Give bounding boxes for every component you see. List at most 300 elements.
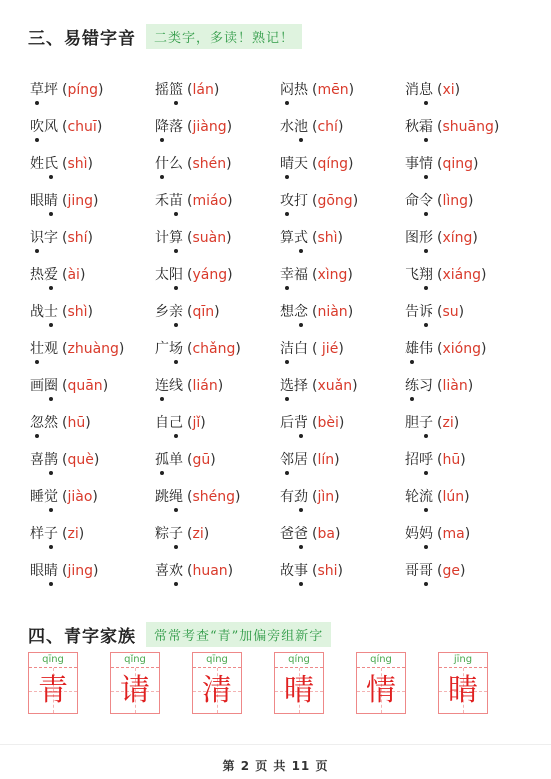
- pinyin: liàn: [442, 377, 468, 394]
- character: 晴: [284, 673, 314, 708]
- pinyin: ài: [67, 266, 80, 283]
- close-paren: ): [347, 266, 353, 283]
- emphasis-dot: [49, 545, 53, 549]
- word-text: 轮流: [405, 489, 433, 505]
- word-entry: [405, 153, 530, 173]
- open-paren: (: [187, 414, 193, 431]
- open-paren: (: [312, 451, 318, 468]
- emphasis-dot: [35, 434, 39, 438]
- pinyin: shén: [192, 155, 227, 172]
- open-paren: (: [437, 192, 443, 209]
- emphasis-dot: [424, 508, 428, 512]
- open-paren: (: [312, 562, 318, 579]
- word-entry: [30, 264, 155, 284]
- character: 睛: [448, 673, 478, 708]
- word-entry: [280, 79, 405, 99]
- word-text: 妈妈: [405, 526, 433, 542]
- word-text: 什么: [155, 156, 183, 172]
- pinyin: mēn: [317, 81, 349, 98]
- close-paren: ): [93, 451, 100, 468]
- word-row: [30, 181, 540, 218]
- close-paren: ): [227, 266, 233, 283]
- emphasis-dot: [49, 508, 53, 512]
- close-paren: ): [334, 451, 340, 468]
- word-row: [30, 218, 540, 255]
- pinyin: zi: [192, 525, 204, 542]
- close-paren: ): [93, 192, 99, 209]
- close-paren: ): [78, 525, 85, 542]
- emphasis-dot: [410, 360, 414, 364]
- pinyin: jìn: [317, 488, 335, 505]
- emphasis-dot: [49, 212, 53, 216]
- close-paren: ): [460, 451, 466, 468]
- word-text: 草坪: [30, 82, 58, 98]
- word-row: [30, 329, 540, 366]
- open-paren: (: [437, 118, 443, 135]
- emphasis-dot: [35, 360, 39, 364]
- emphasis-dot: [174, 101, 178, 105]
- word-text: 水池: [280, 119, 308, 135]
- character: 情: [366, 673, 396, 708]
- word-entry: [405, 523, 530, 543]
- pinyin: shì: [67, 155, 88, 172]
- word-text: 消息: [405, 82, 433, 98]
- close-paren: ): [347, 303, 354, 320]
- word-entry: [280, 412, 405, 432]
- section-4-header: [28, 622, 331, 647]
- pinyin: jǐ: [192, 414, 201, 431]
- character-box: [356, 652, 406, 714]
- word-entry: [405, 449, 530, 469]
- close-paren: ): [226, 155, 232, 172]
- pinyin: qing: [442, 155, 474, 172]
- word-text: 练习: [405, 378, 433, 394]
- pinyin: quān: [67, 377, 103, 394]
- page-number: 第 2 页 共 11 页: [222, 759, 329, 773]
- close-paren: ): [337, 562, 343, 579]
- word-text: 飞翔: [405, 267, 433, 283]
- word-text: 算式: [280, 230, 308, 246]
- emphasis-dot: [174, 508, 178, 512]
- word-entry: [405, 264, 530, 284]
- open-paren: (: [312, 118, 318, 135]
- pinyin: shuāng: [442, 118, 494, 135]
- word-text: 闷热: [280, 82, 308, 98]
- pinyin: shi: [317, 562, 338, 579]
- pinyin: lián: [192, 377, 218, 394]
- word-entry: [30, 190, 155, 210]
- close-paren: ): [93, 562, 99, 579]
- word-text: 连线: [155, 378, 183, 394]
- close-paren: ): [464, 488, 470, 505]
- emphasis-dot: [424, 434, 428, 438]
- pinyin: què: [67, 451, 94, 468]
- close-paren: ): [348, 81, 355, 98]
- open-paren: (: [62, 451, 68, 468]
- open-paren: (: [312, 340, 318, 357]
- open-paren: (: [187, 229, 193, 246]
- word-row: [30, 144, 540, 181]
- word-entry: [280, 523, 405, 543]
- open-paren: (: [62, 340, 68, 357]
- open-paren: (: [62, 81, 68, 98]
- open-paren: (: [62, 377, 68, 394]
- character: 清: [202, 673, 232, 708]
- open-paren: (: [187, 192, 193, 209]
- pinyin: jiàng: [192, 118, 227, 135]
- open-paren: (: [187, 155, 193, 172]
- emphasis-dot: [160, 138, 164, 142]
- word-text: 壮观: [30, 341, 58, 357]
- word-row: [30, 477, 540, 514]
- pinyin: qíng: [317, 155, 349, 172]
- open-paren: (: [187, 266, 193, 283]
- emphasis-dot: [424, 582, 428, 586]
- close-paren: ): [92, 488, 98, 505]
- word-row: [30, 403, 540, 440]
- word-entry: [155, 301, 280, 321]
- word-text: 爸爸: [280, 526, 308, 542]
- word-entry: [30, 301, 155, 321]
- open-paren: (: [312, 81, 318, 98]
- pinyin: lìng: [442, 192, 469, 209]
- word-row: [30, 514, 540, 551]
- open-paren: (: [312, 525, 318, 542]
- word-text: 粽子: [155, 526, 183, 542]
- character-box: [274, 652, 324, 714]
- character-box: [438, 652, 488, 714]
- open-paren: (: [437, 81, 443, 98]
- word-entry: [405, 560, 530, 580]
- word-entry: [30, 153, 155, 173]
- emphasis-dot: [174, 434, 178, 438]
- close-paren: ): [98, 81, 104, 98]
- pinyin: lán: [192, 81, 214, 98]
- word-entry: [155, 523, 280, 543]
- pinyin: qīn: [192, 303, 215, 320]
- open-paren: (: [437, 451, 443, 468]
- emphasis-dot: [49, 175, 53, 179]
- word-text: 吹风: [30, 119, 58, 135]
- emphasis-dot: [49, 471, 53, 475]
- emphasis-dot: [285, 397, 289, 401]
- emphasis-dot: [410, 397, 414, 401]
- close-paren: ): [473, 155, 479, 172]
- open-paren: (: [187, 377, 193, 394]
- pinyin: xíng: [442, 229, 473, 246]
- word-entry: [30, 486, 155, 506]
- word-text: 战士: [30, 304, 58, 320]
- close-paren: ): [338, 414, 345, 431]
- word-entry: [30, 560, 155, 580]
- pinyin: jing: [67, 192, 94, 209]
- word-entry: [155, 190, 280, 210]
- pinyin: hū: [442, 451, 461, 468]
- word-entry: [405, 375, 530, 395]
- word-text: 晴天: [280, 156, 308, 172]
- close-paren: ): [334, 488, 340, 505]
- word-entry: [30, 79, 155, 99]
- emphasis-dot: [49, 286, 53, 290]
- word-text: 姓氏: [30, 156, 58, 172]
- pinyin: ba: [317, 525, 335, 542]
- word-entry: [30, 412, 155, 432]
- word-entry: [280, 375, 405, 395]
- open-paren: (: [437, 155, 443, 172]
- emphasis-dot: [49, 582, 53, 586]
- emphasis-dot: [299, 323, 303, 327]
- close-paren: ): [87, 229, 93, 246]
- word-entry: [30, 523, 155, 543]
- emphasis-dot: [174, 286, 178, 290]
- open-paren: (: [187, 488, 193, 505]
- close-paren: ): [338, 340, 344, 357]
- open-paren: (: [437, 525, 443, 542]
- close-paren: ): [468, 192, 474, 209]
- open-paren: (: [312, 266, 318, 283]
- word-text: 广场: [155, 341, 183, 357]
- word-entry: [405, 338, 530, 358]
- open-paren: (: [312, 192, 318, 209]
- word-text: 乡亲: [155, 304, 183, 320]
- word-text: 眼睛: [30, 563, 58, 579]
- word-entry: [280, 301, 405, 321]
- word-entry: [155, 264, 280, 284]
- pinyin: zi: [67, 525, 79, 542]
- word-entry: [155, 560, 280, 580]
- word-entry: [155, 116, 280, 136]
- close-paren: ): [203, 525, 210, 542]
- close-paren: ): [334, 525, 341, 542]
- emphasis-dot: [424, 249, 428, 253]
- close-paren: ): [493, 118, 500, 135]
- word-entry: [155, 375, 280, 395]
- close-paren: ): [87, 303, 93, 320]
- word-text: 事情: [405, 156, 433, 172]
- word-entry: [405, 190, 530, 210]
- pinyin: jié: [317, 340, 339, 357]
- pinyin: xuǎn: [317, 377, 353, 394]
- pinyin: píng: [67, 81, 99, 98]
- word-text: 摇篮: [155, 82, 183, 98]
- section-3-title: 三、易错字音: [28, 29, 136, 49]
- open-paren: (: [437, 562, 443, 579]
- pinyin: xìng: [317, 266, 348, 283]
- close-paren: ): [337, 118, 344, 135]
- word-text: 自己: [155, 415, 183, 431]
- emphasis-dot: [299, 545, 303, 549]
- section-4-banner: 常常考查“青”加偏旁组新字: [146, 622, 331, 647]
- emphasis-dot: [160, 175, 164, 179]
- open-paren: (: [437, 377, 443, 394]
- emphasis-dot: [424, 323, 428, 327]
- open-paren: (: [312, 414, 318, 431]
- word-entry: [280, 264, 405, 284]
- open-paren: (: [312, 229, 318, 246]
- word-text: 有劲: [280, 489, 308, 505]
- open-paren: (: [187, 562, 193, 579]
- word-entry: [155, 412, 280, 432]
- pinyin: jiào: [67, 488, 93, 505]
- emphasis-dot: [285, 360, 289, 364]
- open-paren: (: [62, 525, 68, 542]
- emphasis-dot: [299, 249, 303, 253]
- pinyin: zhuàng: [67, 340, 119, 357]
- pinyin: xiáng: [442, 266, 481, 283]
- word-text: 样子: [30, 526, 58, 542]
- emphasis-dot: [424, 175, 428, 179]
- open-paren: (: [312, 155, 318, 172]
- pinyin: chuī: [67, 118, 97, 135]
- close-paren: ): [467, 377, 474, 394]
- word-text: 洁白: [280, 341, 308, 357]
- pinyin: shì: [317, 229, 338, 246]
- emphasis-dot: [285, 175, 289, 179]
- close-paren: ): [118, 340, 125, 357]
- emphasis-dot: [49, 323, 53, 327]
- word-entry: [30, 338, 155, 358]
- word-text: 喜欢: [155, 563, 183, 579]
- emphasis-dot: [35, 101, 39, 105]
- close-paren: ): [464, 525, 471, 542]
- pinyin: shì: [67, 303, 88, 320]
- word-entry: [280, 449, 405, 469]
- word-entry: [405, 412, 530, 432]
- close-paren: ): [459, 562, 466, 579]
- close-paren: ): [480, 266, 487, 283]
- word-text: 胆子: [405, 415, 433, 431]
- word-row: [30, 440, 540, 477]
- close-paren: ): [217, 377, 224, 394]
- pinyin: niàn: [317, 303, 348, 320]
- pinyin: lín: [317, 451, 335, 468]
- word-row: [30, 551, 540, 588]
- emphasis-dot: [160, 397, 164, 401]
- open-paren: (: [312, 377, 318, 394]
- character-box: [110, 652, 160, 714]
- open-paren: (: [437, 488, 443, 505]
- emphasis-dot: [49, 397, 53, 401]
- word-text: 邻居: [280, 452, 308, 468]
- word-grid: [30, 70, 540, 588]
- open-paren: (: [62, 303, 68, 320]
- emphasis-dot: [285, 286, 289, 290]
- word-row: [30, 255, 540, 292]
- open-paren: (: [437, 266, 443, 283]
- section-3-header: [28, 24, 302, 49]
- close-paren: ): [352, 192, 359, 209]
- close-paren: ): [458, 303, 465, 320]
- word-text: 计算: [155, 230, 183, 246]
- word-entry: [280, 116, 405, 136]
- word-entry: [280, 338, 405, 358]
- word-text: 告诉: [405, 304, 433, 320]
- pinyin: miáo: [192, 192, 228, 209]
- word-text: 喜鹊: [30, 452, 58, 468]
- open-paren: (: [62, 155, 68, 172]
- word-entry: [30, 227, 155, 247]
- word-entry: [155, 449, 280, 469]
- pinyin: gōng: [317, 192, 353, 209]
- open-paren: (: [312, 303, 318, 320]
- close-paren: ): [96, 118, 103, 135]
- open-paren: (: [62, 488, 68, 505]
- open-paren: (: [62, 192, 68, 209]
- close-paren: ): [226, 229, 232, 246]
- emphasis-dot: [160, 471, 164, 475]
- pinyin: chǎng: [192, 340, 236, 357]
- close-paren: ): [200, 414, 206, 431]
- word-row: [30, 70, 540, 107]
- emphasis-dot: [299, 582, 303, 586]
- word-text: 秋霜: [405, 119, 433, 135]
- emphasis-dot: [174, 360, 178, 364]
- open-paren: (: [62, 118, 68, 135]
- emphasis-dot: [174, 249, 178, 253]
- open-paren: (: [187, 525, 193, 542]
- word-entry: [30, 116, 155, 136]
- word-entry: [405, 227, 530, 247]
- close-paren: ): [214, 303, 220, 320]
- word-text: 攻打: [280, 193, 308, 209]
- word-entry: [280, 560, 405, 580]
- word-text: 想念: [280, 304, 308, 320]
- section-4-title: 四、青字家族: [28, 627, 136, 647]
- word-entry: [155, 153, 280, 173]
- pinyin: jing: [67, 562, 94, 579]
- open-paren: (: [187, 303, 193, 320]
- close-paren: ): [102, 377, 109, 394]
- word-text: 眼睛: [30, 193, 58, 209]
- open-paren: (: [437, 303, 443, 320]
- word-entry: [405, 486, 530, 506]
- emphasis-dot: [299, 434, 303, 438]
- open-paren: (: [62, 266, 68, 283]
- close-paren: ): [480, 340, 487, 357]
- pinyin: gū: [192, 451, 211, 468]
- character-pinyin: jīng: [439, 653, 487, 668]
- pinyin: lún: [442, 488, 465, 505]
- close-paren: ): [227, 562, 234, 579]
- qing-family-grid: [28, 652, 520, 714]
- emphasis-dot: [35, 249, 39, 253]
- pinyin: suàn: [192, 229, 227, 246]
- pinyin: chí: [317, 118, 338, 135]
- emphasis-dot: [285, 471, 289, 475]
- word-text: 后背: [280, 415, 308, 431]
- emphasis-dot: [35, 138, 39, 142]
- emphasis-dot: [174, 582, 178, 586]
- open-paren: (: [187, 451, 193, 468]
- word-text: 图形: [405, 230, 433, 246]
- pinyin: su: [442, 303, 459, 320]
- word-entry: [30, 375, 155, 395]
- word-text: 招呼: [405, 452, 433, 468]
- word-text: 识字: [30, 230, 58, 246]
- pinyin: xi: [442, 81, 455, 98]
- emphasis-dot: [424, 138, 428, 142]
- word-text: 命令: [405, 193, 433, 209]
- word-text: 睡觉: [30, 489, 58, 505]
- emphasis-dot: [424, 212, 428, 216]
- close-paren: ): [454, 81, 461, 98]
- pinyin: xióng: [442, 340, 481, 357]
- emphasis-dot: [424, 286, 428, 290]
- emphasis-dot: [424, 471, 428, 475]
- pinyin: yáng: [192, 266, 228, 283]
- word-text: 孤单: [155, 452, 183, 468]
- close-paren: ): [453, 414, 460, 431]
